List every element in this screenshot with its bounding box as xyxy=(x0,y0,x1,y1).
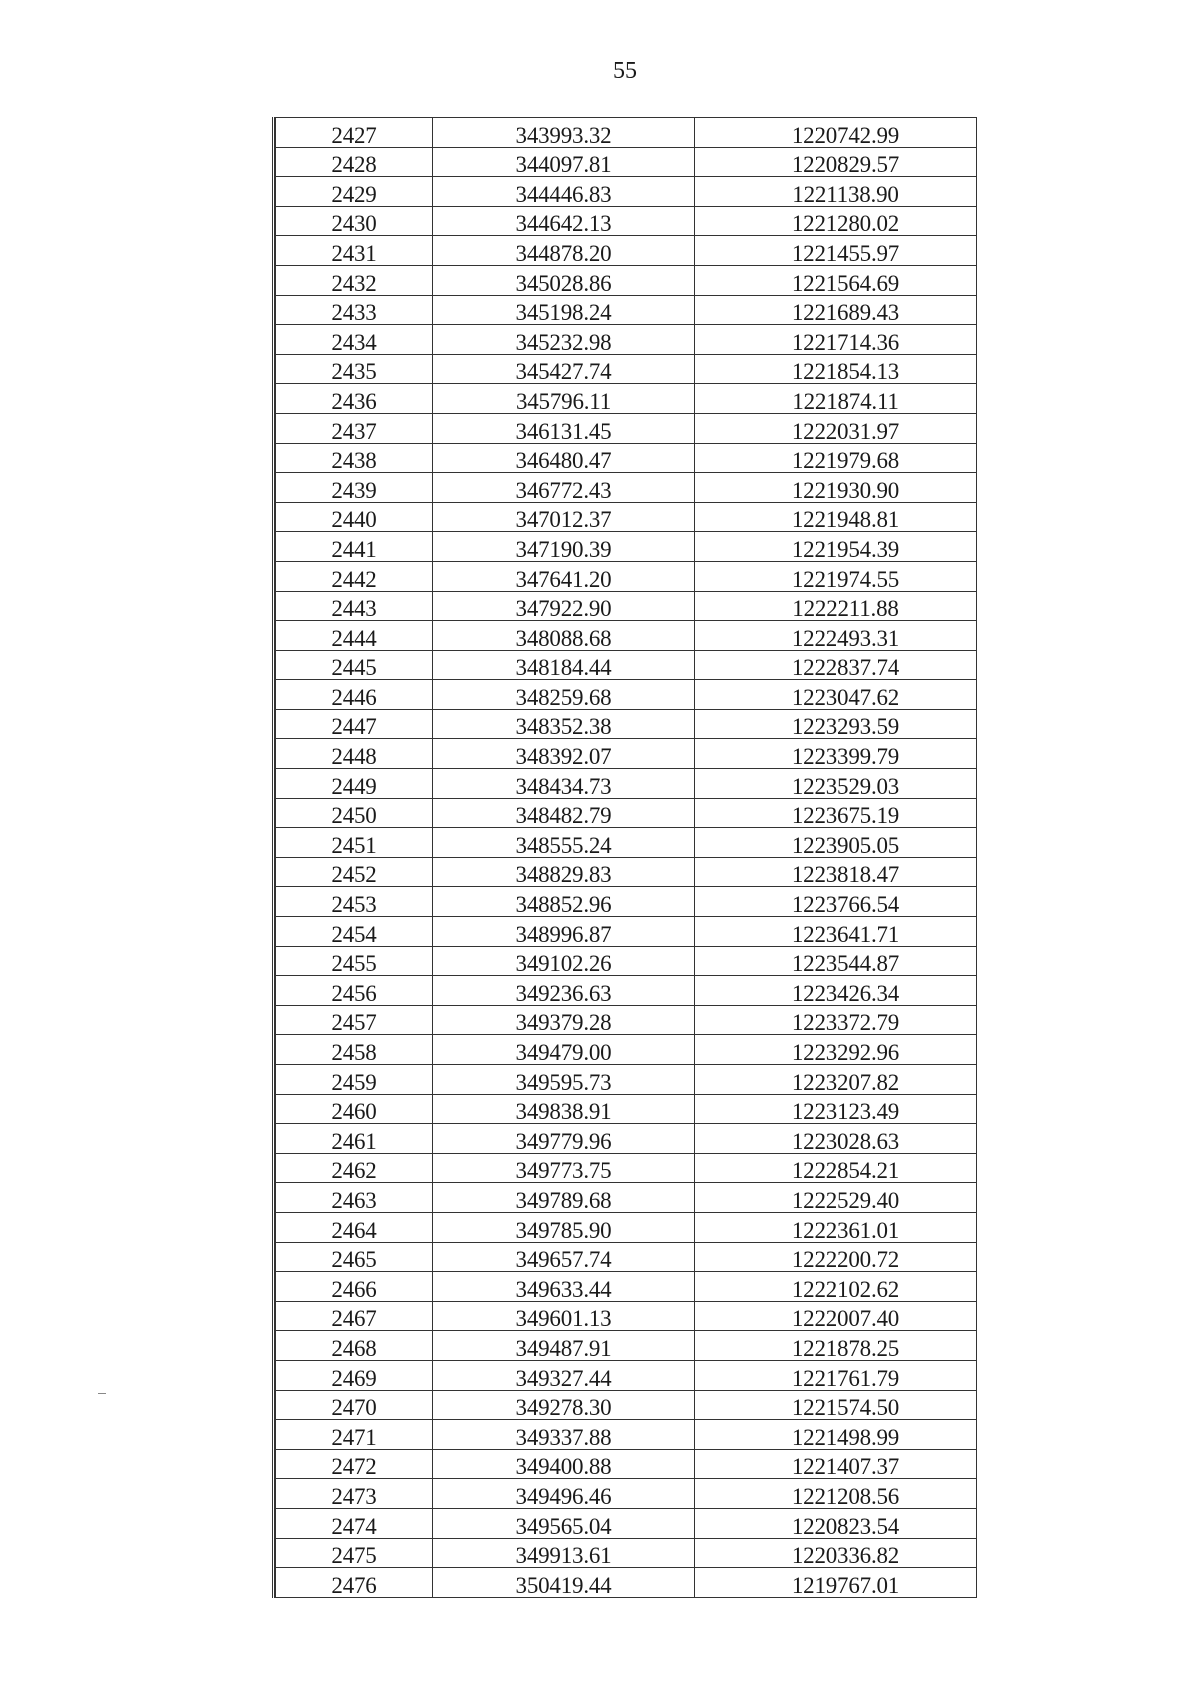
x-coordinate-cell: 349657.74 xyxy=(433,1242,695,1272)
y-coordinate-cell: 1219767.01 xyxy=(695,1568,977,1598)
y-coordinate-cell: 1220823.54 xyxy=(695,1508,977,1538)
table-row xyxy=(276,473,977,503)
x-coordinate-cell: 349913.61 xyxy=(433,1538,695,1568)
y-coordinate-cell: 1221874.11 xyxy=(695,384,977,414)
y-coordinate-cell: 1222361.01 xyxy=(695,1212,977,1242)
point-number-cell: 2447 xyxy=(276,709,433,739)
point-number-cell: 2454 xyxy=(276,917,433,947)
point-number-cell: 2431 xyxy=(276,236,433,266)
table-row xyxy=(276,680,977,710)
y-coordinate-cell: 1223675.19 xyxy=(695,798,977,828)
x-coordinate-cell: 348829.83 xyxy=(433,857,695,887)
x-coordinate-cell: 348555.24 xyxy=(433,828,695,858)
x-coordinate-cell: 349327.44 xyxy=(433,1360,695,1390)
x-coordinate-cell: 349838.91 xyxy=(433,1094,695,1124)
point-number-cell: 2457 xyxy=(276,1005,433,1035)
y-coordinate-cell: 1221280.02 xyxy=(695,206,977,236)
x-coordinate-cell: 349565.04 xyxy=(433,1508,695,1538)
y-coordinate-cell: 1223766.54 xyxy=(695,887,977,917)
table-row xyxy=(276,384,977,414)
x-coordinate-cell: 344446.83 xyxy=(433,177,695,207)
y-coordinate-cell: 1221407.37 xyxy=(695,1449,977,1479)
point-number-cell: 2474 xyxy=(276,1508,433,1538)
table-row xyxy=(276,857,977,887)
table-row xyxy=(276,325,977,355)
table-row xyxy=(276,354,977,384)
point-number-cell: 2441 xyxy=(276,532,433,562)
point-number-cell: 2464 xyxy=(276,1212,433,1242)
y-coordinate-cell: 1222529.40 xyxy=(695,1183,977,1213)
y-coordinate-cell: 1221979.68 xyxy=(695,443,977,473)
point-number-cell: 2436 xyxy=(276,384,433,414)
x-coordinate-cell: 349773.75 xyxy=(433,1153,695,1183)
y-coordinate-cell: 1223293.59 xyxy=(695,709,977,739)
coordinates-table-container xyxy=(272,117,976,1598)
x-coordinate-cell: 349595.73 xyxy=(433,1065,695,1095)
y-coordinate-cell: 1221714.36 xyxy=(695,325,977,355)
y-coordinate-cell: 1221761.79 xyxy=(695,1360,977,1390)
table-row xyxy=(276,1301,977,1331)
x-coordinate-cell: 349785.90 xyxy=(433,1212,695,1242)
point-number-cell: 2427 xyxy=(276,118,433,148)
table-row xyxy=(276,118,977,148)
x-coordinate-cell: 349278.30 xyxy=(433,1390,695,1420)
x-coordinate-cell: 349400.88 xyxy=(433,1449,695,1479)
y-coordinate-cell: 1223544.87 xyxy=(695,946,977,976)
table-row xyxy=(276,917,977,947)
table-row xyxy=(276,413,977,443)
point-number-cell: 2466 xyxy=(276,1272,433,1302)
point-number-cell: 2470 xyxy=(276,1390,433,1420)
point-number-cell: 2438 xyxy=(276,443,433,473)
x-coordinate-cell: 345198.24 xyxy=(433,295,695,325)
y-coordinate-cell: 1221208.56 xyxy=(695,1479,977,1509)
table-row xyxy=(276,828,977,858)
point-number-cell: 2453 xyxy=(276,887,433,917)
x-coordinate-cell: 349789.68 xyxy=(433,1183,695,1213)
x-coordinate-cell: 348392.07 xyxy=(433,739,695,769)
y-coordinate-cell: 1221974.55 xyxy=(695,561,977,591)
y-coordinate-cell: 1221138.90 xyxy=(695,177,977,207)
x-coordinate-cell: 345028.86 xyxy=(433,265,695,295)
y-coordinate-cell: 1221954.39 xyxy=(695,532,977,562)
table-row xyxy=(276,1390,977,1420)
table-row xyxy=(276,946,977,976)
x-coordinate-cell: 344642.13 xyxy=(433,206,695,236)
x-coordinate-cell: 347641.20 xyxy=(433,561,695,591)
table-row xyxy=(276,591,977,621)
point-number-cell: 2465 xyxy=(276,1242,433,1272)
y-coordinate-cell: 1223529.03 xyxy=(695,769,977,799)
point-number-cell: 2460 xyxy=(276,1094,433,1124)
scan-mark xyxy=(98,1393,106,1394)
x-coordinate-cell: 346131.45 xyxy=(433,413,695,443)
y-coordinate-cell: 1221878.25 xyxy=(695,1331,977,1361)
coordinates-table-body xyxy=(276,118,977,1598)
x-coordinate-cell: 346480.47 xyxy=(433,443,695,473)
y-coordinate-cell: 1222837.74 xyxy=(695,650,977,680)
table-row xyxy=(276,1538,977,1568)
point-number-cell: 2429 xyxy=(276,177,433,207)
x-coordinate-cell: 348088.68 xyxy=(433,621,695,651)
y-coordinate-cell: 1222211.88 xyxy=(695,591,977,621)
point-number-cell: 2451 xyxy=(276,828,433,858)
point-number-cell: 2434 xyxy=(276,325,433,355)
table-row xyxy=(276,769,977,799)
table-row xyxy=(276,1272,977,1302)
point-number-cell: 2439 xyxy=(276,473,433,503)
table-row xyxy=(276,1094,977,1124)
x-coordinate-cell: 348482.79 xyxy=(433,798,695,828)
point-number-cell: 2471 xyxy=(276,1420,433,1450)
x-coordinate-cell: 349102.26 xyxy=(433,946,695,976)
y-coordinate-cell: 1223028.63 xyxy=(695,1124,977,1154)
table-row xyxy=(276,1153,977,1183)
x-coordinate-cell: 346772.43 xyxy=(433,473,695,503)
point-number-cell: 2469 xyxy=(276,1360,433,1390)
table-row xyxy=(276,1005,977,1035)
point-number-cell: 2455 xyxy=(276,946,433,976)
table-row xyxy=(276,295,977,325)
point-number-cell: 2446 xyxy=(276,680,433,710)
table-row xyxy=(276,1479,977,1509)
point-number-cell: 2435 xyxy=(276,354,433,384)
point-number-cell: 2432 xyxy=(276,265,433,295)
point-number-cell: 2433 xyxy=(276,295,433,325)
table-row xyxy=(276,1242,977,1272)
y-coordinate-cell: 1222102.62 xyxy=(695,1272,977,1302)
table-row xyxy=(276,236,977,266)
point-number-cell: 2445 xyxy=(276,650,433,680)
point-number-cell: 2472 xyxy=(276,1449,433,1479)
x-coordinate-cell: 347922.90 xyxy=(433,591,695,621)
x-coordinate-cell: 347012.37 xyxy=(433,502,695,532)
y-coordinate-cell: 1221564.69 xyxy=(695,265,977,295)
table-row xyxy=(276,739,977,769)
y-coordinate-cell: 1223818.47 xyxy=(695,857,977,887)
point-number-cell: 2452 xyxy=(276,857,433,887)
point-number-cell: 2450 xyxy=(276,798,433,828)
point-number-cell: 2443 xyxy=(276,591,433,621)
point-number-cell: 2473 xyxy=(276,1479,433,1509)
y-coordinate-cell: 1223372.79 xyxy=(695,1005,977,1035)
y-coordinate-cell: 1223292.96 xyxy=(695,1035,977,1065)
y-coordinate-cell: 1222007.40 xyxy=(695,1301,977,1331)
table-row xyxy=(276,1035,977,1065)
y-coordinate-cell: 1221948.81 xyxy=(695,502,977,532)
point-number-cell: 2461 xyxy=(276,1124,433,1154)
x-coordinate-cell: 349379.28 xyxy=(433,1005,695,1035)
table-row xyxy=(276,502,977,532)
point-number-cell: 2458 xyxy=(276,1035,433,1065)
y-coordinate-cell: 1220336.82 xyxy=(695,1538,977,1568)
point-number-cell: 2428 xyxy=(276,147,433,177)
y-coordinate-cell: 1221930.90 xyxy=(695,473,977,503)
table-row xyxy=(276,443,977,473)
table-row xyxy=(276,206,977,236)
y-coordinate-cell: 1222031.97 xyxy=(695,413,977,443)
point-number-cell: 2444 xyxy=(276,621,433,651)
table-row xyxy=(276,1360,977,1390)
table-row xyxy=(276,976,977,1006)
table-row xyxy=(276,1508,977,1538)
y-coordinate-cell: 1222493.31 xyxy=(695,621,977,651)
x-coordinate-cell: 344878.20 xyxy=(433,236,695,266)
y-coordinate-cell: 1222854.21 xyxy=(695,1153,977,1183)
table-row xyxy=(276,177,977,207)
x-coordinate-cell: 349337.88 xyxy=(433,1420,695,1450)
x-coordinate-cell: 345232.98 xyxy=(433,325,695,355)
table-row xyxy=(276,1183,977,1213)
y-coordinate-cell: 1223123.49 xyxy=(695,1094,977,1124)
table-row xyxy=(276,265,977,295)
y-coordinate-cell: 1221455.97 xyxy=(695,236,977,266)
x-coordinate-cell: 343993.32 xyxy=(433,118,695,148)
point-number-cell: 2448 xyxy=(276,739,433,769)
table-row xyxy=(276,1568,977,1598)
y-coordinate-cell: 1221854.13 xyxy=(695,354,977,384)
y-coordinate-cell: 1222200.72 xyxy=(695,1242,977,1272)
point-number-cell: 2449 xyxy=(276,769,433,799)
point-number-cell: 2475 xyxy=(276,1538,433,1568)
x-coordinate-cell: 345796.11 xyxy=(433,384,695,414)
x-coordinate-cell: 349779.96 xyxy=(433,1124,695,1154)
x-coordinate-cell: 348852.96 xyxy=(433,887,695,917)
y-coordinate-cell: 1223641.71 xyxy=(695,917,977,947)
point-number-cell: 2468 xyxy=(276,1331,433,1361)
table-row xyxy=(276,147,977,177)
point-number-cell: 2440 xyxy=(276,502,433,532)
point-number-cell: 2463 xyxy=(276,1183,433,1213)
point-number-cell: 2456 xyxy=(276,976,433,1006)
table-row xyxy=(276,1331,977,1361)
point-number-cell: 2437 xyxy=(276,413,433,443)
y-coordinate-cell: 1221574.50 xyxy=(695,1390,977,1420)
point-number-cell: 2459 xyxy=(276,1065,433,1095)
point-number-cell: 2467 xyxy=(276,1301,433,1331)
table-row xyxy=(276,887,977,917)
x-coordinate-cell: 349633.44 xyxy=(433,1272,695,1302)
x-coordinate-cell: 345427.74 xyxy=(433,354,695,384)
x-coordinate-cell: 347190.39 xyxy=(433,532,695,562)
y-coordinate-cell: 1223047.62 xyxy=(695,680,977,710)
table-row xyxy=(276,798,977,828)
y-coordinate-cell: 1220742.99 xyxy=(695,118,977,148)
x-coordinate-cell: 349479.00 xyxy=(433,1035,695,1065)
x-coordinate-cell: 344097.81 xyxy=(433,147,695,177)
x-coordinate-cell: 349236.63 xyxy=(433,976,695,1006)
page-number: 55 xyxy=(613,58,637,84)
x-coordinate-cell: 348259.68 xyxy=(433,680,695,710)
table-row xyxy=(276,650,977,680)
y-coordinate-cell: 1223207.82 xyxy=(695,1065,977,1095)
y-coordinate-cell: 1221689.43 xyxy=(695,295,977,325)
table-row xyxy=(276,1065,977,1095)
table-row xyxy=(276,1420,977,1450)
table-row xyxy=(276,1212,977,1242)
table-row xyxy=(276,1124,977,1154)
table-row xyxy=(276,1449,977,1479)
table-row xyxy=(276,621,977,651)
x-coordinate-cell: 349487.91 xyxy=(433,1331,695,1361)
y-coordinate-cell: 1220829.57 xyxy=(695,147,977,177)
coordinates-table xyxy=(275,117,977,1598)
table-row xyxy=(276,532,977,562)
point-number-cell: 2442 xyxy=(276,561,433,591)
x-coordinate-cell: 348996.87 xyxy=(433,917,695,947)
y-coordinate-cell: 1223905.05 xyxy=(695,828,977,858)
x-coordinate-cell: 350419.44 xyxy=(433,1568,695,1598)
point-number-cell: 2430 xyxy=(276,206,433,236)
x-coordinate-cell: 348184.44 xyxy=(433,650,695,680)
y-coordinate-cell: 1223426.34 xyxy=(695,976,977,1006)
point-number-cell: 2462 xyxy=(276,1153,433,1183)
table-row xyxy=(276,561,977,591)
y-coordinate-cell: 1223399.79 xyxy=(695,739,977,769)
point-number-cell: 2476 xyxy=(276,1568,433,1598)
x-coordinate-cell: 348352.38 xyxy=(433,709,695,739)
table-row xyxy=(276,709,977,739)
x-coordinate-cell: 348434.73 xyxy=(433,769,695,799)
y-coordinate-cell: 1221498.99 xyxy=(695,1420,977,1450)
x-coordinate-cell: 349496.46 xyxy=(433,1479,695,1509)
x-coordinate-cell: 349601.13 xyxy=(433,1301,695,1331)
